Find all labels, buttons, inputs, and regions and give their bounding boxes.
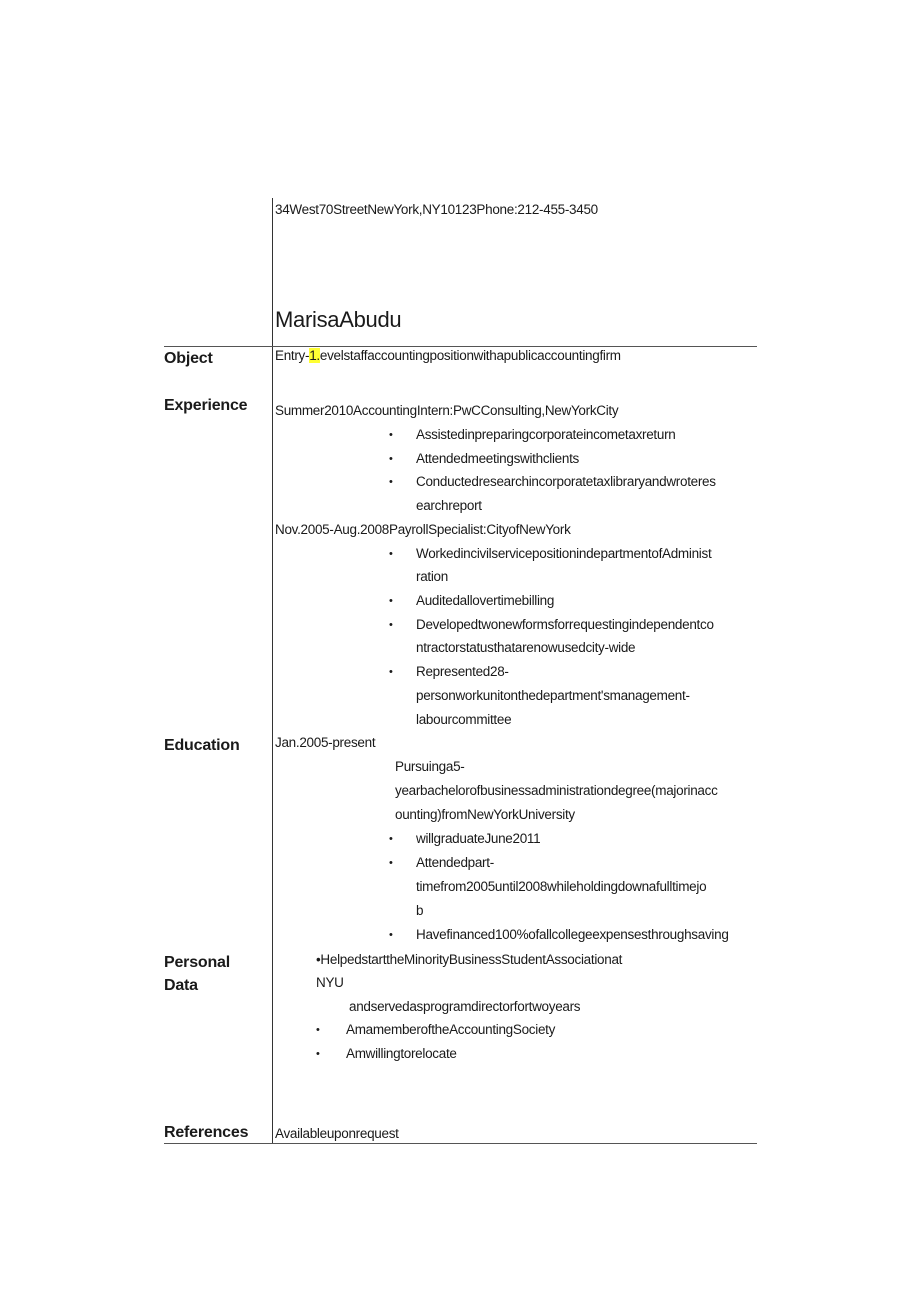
personal-bullet-2: Amwillingtorelocate (346, 1046, 457, 1061)
object-text: Entry-1.evelstaffaccountingpositionwithapublicaccountingfirm (275, 348, 621, 363)
education-bullet-3: Havefinanced100%ofallcollegeexpensesthroughsaving (416, 927, 729, 942)
bullet-dot: • (389, 929, 393, 941)
job2-title: Nov.2005-Aug.2008PayrollSpecialist:CityofNewYork (275, 522, 571, 537)
job2-bullet-2: Auditedallovertimebilling (416, 593, 555, 608)
bullet-dot: • (389, 476, 393, 488)
job1-title: Summer2010AccountingIntern:PwCConsulting,NewYorkCity (275, 403, 619, 418)
job2-bullet-4-line3: labourcommittee (416, 712, 512, 727)
bullet-dot: • (389, 453, 393, 465)
personal-line-2: NYU (316, 975, 344, 990)
job2-bullet-3-line1: Developedtwonewformsforrequestingindependentco (416, 617, 714, 632)
education-bullet-2-line3: b (416, 903, 424, 918)
bullet-dot: • (389, 666, 393, 678)
education-pursuing-line1: Pursuinga5- (395, 759, 465, 774)
personal-bullet-1: AmamemberoftheAccountingSociety (346, 1022, 556, 1037)
references-text: Availableuponrequest (275, 1126, 399, 1141)
contact-address: 34West70StreetNewYork,NY10123Phone:212-455-3450 (275, 202, 598, 217)
label-references: References (164, 1124, 249, 1141)
education-bullet-2-line2: timefrom2005until2008whileholdingdownafulltimejo (416, 879, 707, 894)
highlight-mark: 1. (309, 348, 320, 363)
job1-bullet-1: Assistedinpreparingcorporateincometaxreturn (416, 427, 676, 442)
bullet-dot: • (316, 1048, 320, 1060)
bullet-dot: • (389, 548, 393, 560)
resume-name: MarisaAbudu (275, 307, 402, 332)
label-experience: Experience (164, 397, 248, 414)
bullet-dot: • (389, 619, 393, 631)
job2-bullet-1-line1: WorkedincivilservicepositionindepartmentofAdminist (416, 546, 712, 561)
bullet-dot: • (389, 429, 393, 441)
bullet-dot: • (316, 1024, 320, 1036)
job2-bullet-3-line2: ntractorstatusthatarenowusedcity-wide (416, 640, 636, 655)
education-date: Jan.2005-present (275, 735, 376, 750)
bullet-dot: • (389, 857, 393, 869)
education-bullet-1: willgraduateJune2011 (416, 831, 541, 846)
label-education: Education (164, 737, 240, 754)
job2-bullet-4-line1: Represented28- (416, 664, 509, 679)
column-divider (272, 198, 273, 1143)
bullet-dot: • (389, 595, 393, 607)
job1-bullet-3-line1: Conductedresearchincorporatetaxlibraryandwroteres (416, 474, 716, 489)
job2-bullet-1-line2: ration (416, 569, 448, 584)
education-bullet-2-line1: Attendedpart- (416, 855, 494, 870)
label-object: Object (164, 350, 213, 367)
job1-bullet-2: Attendedmeetingswithclients (416, 451, 579, 466)
bullet-dot: • (389, 833, 393, 845)
personal-line-1: •HelpedstarttheMinorityBusinessStudentAssociationat (316, 952, 623, 967)
label-personal: Personal (164, 954, 230, 971)
job2-bullet-4-line2: personworkunitonthedepartment'smanagement- (416, 688, 690, 703)
job1-bullet-3-line2: earchreport (416, 498, 482, 513)
label-data: Data (164, 977, 198, 994)
education-pursuing-line3: ounting)fromNewYorkUniversity (395, 807, 575, 822)
personal-line-3: andservedasprogramdirectorfortwoyears (349, 999, 581, 1014)
education-pursuing-line2: yearbachelorofbusinessadministrationdegree(majorinacc (395, 783, 718, 798)
footer-rule (164, 1143, 757, 1144)
